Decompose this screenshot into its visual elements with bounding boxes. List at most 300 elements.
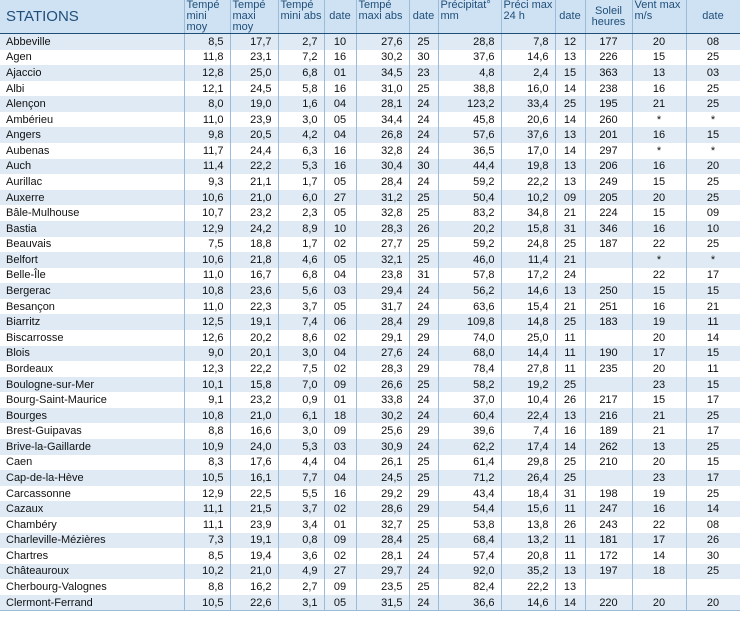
table-row [0,34,740,50]
precip-max-cell: 27,8 [501,361,555,377]
table-row [0,237,740,253]
precipitation-cell: 45,8 [438,112,501,128]
temp-max-abs-cell: 31,0 [356,81,409,97]
precipitation-cell: 68,0 [438,346,501,362]
precip-max-cell: 17,4 [501,439,555,455]
temp-max-abs-cell: 28,4 [356,533,409,549]
temp-max-avg-cell: 23,2 [230,205,278,221]
temp-max-abs-cell: 23,5 [356,579,409,595]
date-wind-cell: 25 [686,439,740,455]
sunshine-cell [585,330,632,346]
temp-min-abs-cell: 4,4 [278,455,324,471]
precip-max-cell: 16,0 [501,81,555,97]
temp-min-avg-cell: 11,0 [184,268,230,284]
temp-max-abs-cell: 30,9 [356,439,409,455]
temp-max-avg-cell: 24,2 [230,221,278,237]
precip-max-cell: 26,4 [501,470,555,486]
sunshine-cell: 346 [585,221,632,237]
date-min-cell: 02 [324,237,356,253]
date-precip-cell: 25 [555,96,585,112]
date-min-cell: 16 [324,50,356,66]
temp-max-abs-cell: 31,5 [356,595,409,611]
date-wind-cell: 10 [686,221,740,237]
temp-min-avg-cell: 10,5 [184,595,230,611]
temp-min-avg-cell: 8,8 [184,423,230,439]
temp-min-avg-cell: 8,5 [184,34,230,50]
sunshine-cell: 197 [585,564,632,580]
temp-max-abs-cell: 29,7 [356,564,409,580]
precip-max-cell: 10,4 [501,392,555,408]
temp-max-avg-cell: 19,1 [230,533,278,549]
temp-max-avg-cell: 21,0 [230,190,278,206]
temp-min-abs-cell: 6,0 [278,190,324,206]
wind-max-cell: 13 [632,65,686,81]
wind-max-cell: 18 [632,564,686,580]
header-temp-max-avg: Tempé maxi moy [230,0,278,34]
temp-min-avg-cell: 10,2 [184,564,230,580]
temp-max-avg-cell: 16,6 [230,423,278,439]
temp-min-abs-cell: 7,0 [278,377,324,393]
wind-max-cell: 13 [632,439,686,455]
temp-max-avg-cell: 24,4 [230,143,278,159]
date-min-cell: 27 [324,190,356,206]
date-wind-cell: 11 [686,314,740,330]
precipitation-cell: 20,2 [438,221,501,237]
date-max-cell: 24 [409,127,438,143]
temp-min-avg-cell: 10,5 [184,470,230,486]
sunshine-cell: 198 [585,486,632,502]
temp-min-avg-cell: 12,5 [184,314,230,330]
wind-max-cell: 22 [632,517,686,533]
date-min-cell: 04 [324,127,356,143]
date-precip-cell: 15 [555,65,585,81]
temp-min-abs-cell: 4,2 [278,127,324,143]
temp-max-abs-cell: 23,8 [356,268,409,284]
precipitation-cell: 37,0 [438,392,501,408]
date-max-cell: 24 [409,283,438,299]
date-min-cell: 04 [324,268,356,284]
sunshine-cell [585,252,632,268]
date-min-cell: 02 [324,548,356,564]
temp-max-abs-cell: 28,4 [356,174,409,190]
date-precip-cell: 13 [555,408,585,424]
table-row [0,533,740,549]
date-max-cell: 25 [409,34,438,50]
precipitation-cell: 92,0 [438,564,501,580]
precipitation-cell: 60,4 [438,408,501,424]
precipitation-cell: 37,6 [438,50,501,66]
sunshine-cell: 181 [585,533,632,549]
date-max-cell: 29 [409,314,438,330]
temp-max-abs-cell: 30,4 [356,159,409,175]
table-row [0,548,740,564]
date-min-cell: 05 [324,299,356,315]
temp-max-abs-cell: 32,1 [356,252,409,268]
temp-min-avg-cell: 9,3 [184,174,230,190]
date-wind-cell: 03 [686,65,740,81]
temp-max-abs-cell: 32,7 [356,517,409,533]
temp-max-avg-cell: 23,1 [230,50,278,66]
table-body [0,34,740,611]
date-precip-cell: 11 [555,330,585,346]
date-min-cell: 01 [324,517,356,533]
precip-max-cell: 14,6 [501,595,555,611]
temp-min-avg-cell: 9,1 [184,392,230,408]
sunshine-cell: 195 [585,96,632,112]
temp-max-abs-cell: 26,1 [356,455,409,471]
temp-max-avg-cell: 24,5 [230,81,278,97]
temp-min-abs-cell: 5,6 [278,283,324,299]
date-precip-cell: 21 [555,252,585,268]
table-row [0,392,740,408]
sunshine-cell: 217 [585,392,632,408]
station-name-cell: Brive-la-Gaillarde [0,439,184,455]
date-wind-cell: 17 [686,392,740,408]
station-name-cell: Bastia [0,221,184,237]
date-max-cell: 29 [409,423,438,439]
temp-min-abs-cell: 6,3 [278,143,324,159]
date-precip-cell: 13 [555,579,585,595]
date-max-cell: 25 [409,517,438,533]
date-precip-cell: 25 [555,455,585,471]
temp-min-abs-cell: 2,7 [278,579,324,595]
date-max-cell: 24 [409,408,438,424]
date-precip-cell: 11 [555,548,585,564]
date-precip-cell: 09 [555,190,585,206]
temp-min-avg-cell: 11,1 [184,517,230,533]
date-precip-cell: 12 [555,34,585,50]
temp-max-avg-cell: 20,1 [230,346,278,362]
precip-max-cell: 22,2 [501,579,555,595]
temp-max-abs-cell: 32,8 [356,143,409,159]
temp-max-abs-cell: 32,8 [356,205,409,221]
sunshine-cell: 251 [585,299,632,315]
precipitation-cell: 61,4 [438,455,501,471]
sunshine-cell: 250 [585,283,632,299]
temp-max-avg-cell: 20,2 [230,330,278,346]
station-name-cell: Cherbourg-Valognes [0,579,184,595]
date-wind-cell: 15 [686,127,740,143]
temp-min-abs-cell: 1,6 [278,96,324,112]
date-wind-cell: 15 [686,346,740,362]
sunshine-cell: 183 [585,314,632,330]
date-precip-cell: 13 [555,127,585,143]
station-name-cell: Ajaccio [0,65,184,81]
temp-min-avg-cell: 12,1 [184,81,230,97]
date-min-cell: 04 [324,346,356,362]
station-name-cell: Agen [0,50,184,66]
date-wind-cell: 25 [686,81,740,97]
precipitation-cell: 82,4 [438,579,501,595]
sunshine-cell: 206 [585,159,632,175]
date-min-cell: 02 [324,330,356,346]
wind-max-cell: 16 [632,221,686,237]
temp-min-abs-cell: 8,9 [278,221,324,237]
sunshine-cell: 238 [585,81,632,97]
temp-max-abs-cell: 28,3 [356,221,409,237]
wind-max-cell: 20 [632,330,686,346]
sunshine-cell: 260 [585,112,632,128]
date-max-cell: 25 [409,237,438,253]
temp-min-avg-cell: 10,1 [184,377,230,393]
date-wind-cell: 25 [686,174,740,190]
sunshine-cell: 235 [585,361,632,377]
date-min-cell: 18 [324,408,356,424]
date-min-cell: 05 [324,205,356,221]
temp-min-avg-cell: 10,8 [184,408,230,424]
date-wind-cell: 26 [686,533,740,549]
temp-min-avg-cell: 10,8 [184,283,230,299]
date-max-cell: 24 [409,174,438,190]
table-row [0,143,740,159]
date-max-cell: 24 [409,595,438,611]
sunshine-cell: 224 [585,205,632,221]
header-temp-min-avg: Tempé mini moy [184,0,230,34]
temp-min-avg-cell: 12,8 [184,65,230,81]
wind-max-cell: 19 [632,314,686,330]
header-temp-max-abs: Tempé maxi abs [356,0,409,34]
date-min-cell: 27 [324,564,356,580]
header-precip-max: Préci max 24 h [501,0,555,34]
precip-max-cell: 10,2 [501,190,555,206]
table-row [0,65,740,81]
wind-max-cell: 16 [632,501,686,517]
temp-min-abs-cell: 3,7 [278,501,324,517]
wind-max-cell: 21 [632,423,686,439]
station-name-cell: Auxerre [0,190,184,206]
header-date-precip: date [555,0,585,34]
precip-max-cell: 20,8 [501,548,555,564]
temp-min-abs-cell: 3,4 [278,517,324,533]
temp-max-avg-cell: 19,4 [230,548,278,564]
precip-max-cell: 22,2 [501,174,555,190]
date-max-cell: 29 [409,330,438,346]
temp-max-avg-cell: 19,0 [230,96,278,112]
station-name-cell: Albi [0,81,184,97]
date-wind-cell: 14 [686,330,740,346]
station-name-cell: Charleville-Mézières [0,533,184,549]
temp-max-abs-cell: 26,8 [356,127,409,143]
temp-min-abs-cell: 4,6 [278,252,324,268]
station-name-cell: Besançon [0,299,184,315]
table-row [0,330,740,346]
precipitation-cell: 28,8 [438,34,501,50]
wind-max-cell: 20 [632,595,686,611]
wind-max-cell: 16 [632,81,686,97]
date-max-cell: 24 [409,143,438,159]
date-max-cell: 25 [409,533,438,549]
date-precip-cell: 14 [555,112,585,128]
date-min-cell: 05 [324,595,356,611]
station-name-cell: Belfort [0,252,184,268]
temp-min-abs-cell: 0,9 [278,392,324,408]
table-row [0,423,740,439]
precip-max-cell: 24,8 [501,237,555,253]
date-min-cell: 05 [324,252,356,268]
temp-min-avg-cell: 8,8 [184,579,230,595]
table-row [0,564,740,580]
sunshine-cell: 363 [585,65,632,81]
precip-max-cell: 7,8 [501,34,555,50]
station-name-cell: Belle-Île [0,268,184,284]
date-precip-cell: 11 [555,501,585,517]
sunshine-cell: 172 [585,548,632,564]
date-precip-cell: 31 [555,221,585,237]
temp-max-abs-cell: 25,6 [356,423,409,439]
wind-max-cell: 20 [632,34,686,50]
wind-max-cell: 16 [632,159,686,175]
temp-min-avg-cell: 12,6 [184,330,230,346]
wind-max-cell: 17 [632,533,686,549]
date-wind-cell: 17 [686,268,740,284]
sunshine-cell: 189 [585,423,632,439]
precipitation-cell: 74,0 [438,330,501,346]
precip-max-cell: 35,2 [501,564,555,580]
temp-max-avg-cell: 23,2 [230,392,278,408]
sunshine-cell [585,377,632,393]
temp-max-abs-cell: 29,1 [356,330,409,346]
temp-min-abs-cell: 0,8 [278,533,324,549]
temp-min-abs-cell: 3,0 [278,112,324,128]
sunshine-cell: 247 [585,501,632,517]
date-precip-cell: 14 [555,595,585,611]
temp-min-abs-cell: 2,3 [278,205,324,221]
station-name-cell: Bordeaux [0,361,184,377]
table-row [0,408,740,424]
table-row [0,517,740,533]
station-name-cell: Blois [0,346,184,362]
temp-max-avg-cell: 23,9 [230,112,278,128]
station-name-cell: Abbeville [0,34,184,50]
wind-max-cell: * [632,143,686,159]
date-min-cell: 16 [324,81,356,97]
temp-max-abs-cell: 28,6 [356,501,409,517]
date-precip-cell: 11 [555,361,585,377]
temp-max-abs-cell: 29,4 [356,283,409,299]
wind-max-cell: 22 [632,268,686,284]
precip-max-cell: 7,4 [501,423,555,439]
date-min-cell: 05 [324,112,356,128]
precipitation-cell: 56,2 [438,283,501,299]
station-name-cell: Alençon [0,96,184,112]
temp-min-avg-cell: 12,3 [184,361,230,377]
precip-max-cell: 33,4 [501,96,555,112]
date-wind-cell: 11 [686,361,740,377]
date-min-cell: 16 [324,486,356,502]
temp-min-avg-cell: 10,9 [184,439,230,455]
precipitation-cell: 59,2 [438,237,501,253]
precip-max-cell: 34,8 [501,205,555,221]
temp-min-abs-cell: 6,1 [278,408,324,424]
precipitation-cell: 83,2 [438,205,501,221]
date-min-cell: 09 [324,377,356,393]
precip-max-cell: 17,0 [501,143,555,159]
date-precip-cell: 25 [555,314,585,330]
date-max-cell: 25 [409,252,438,268]
date-wind-cell: * [686,143,740,159]
date-precip-cell: 25 [555,470,585,486]
temp-max-abs-cell: 26,6 [356,377,409,393]
wind-max-cell: 20 [632,455,686,471]
date-wind-cell: 30 [686,548,740,564]
wind-max-cell: 21 [632,408,686,424]
date-precip-cell: 26 [555,392,585,408]
temp-min-abs-cell: 7,2 [278,50,324,66]
header-precipitation: Précipitat° mm [438,0,501,34]
date-min-cell: 03 [324,439,356,455]
table-row [0,299,740,315]
temp-max-avg-cell: 16,2 [230,579,278,595]
temp-max-avg-cell: 21,8 [230,252,278,268]
date-max-cell: 29 [409,361,438,377]
date-max-cell: 29 [409,486,438,502]
precip-max-cell: 15,8 [501,221,555,237]
temp-min-avg-cell: 11,0 [184,112,230,128]
temp-min-abs-cell: 1,7 [278,174,324,190]
temp-min-avg-cell: 12,9 [184,486,230,502]
date-max-cell: 30 [409,159,438,175]
date-max-cell: 24 [409,346,438,362]
date-min-cell: 05 [324,174,356,190]
temp-max-avg-cell: 21,1 [230,174,278,190]
date-min-cell: 02 [324,361,356,377]
table-row [0,439,740,455]
temp-max-abs-cell: 28,1 [356,96,409,112]
table-row [0,361,740,377]
temp-min-avg-cell: 12,9 [184,221,230,237]
date-min-cell: 09 [324,579,356,595]
wind-max-cell: 15 [632,174,686,190]
precip-max-cell: 11,4 [501,252,555,268]
precip-max-cell: 15,4 [501,299,555,315]
date-precip-cell: 13 [555,159,585,175]
date-min-cell: 09 [324,533,356,549]
temp-max-avg-cell: 22,5 [230,486,278,502]
date-min-cell: 10 [324,221,356,237]
precipitation-cell: 36,5 [438,143,501,159]
wind-max-cell: 20 [632,361,686,377]
sunshine-cell [585,268,632,284]
date-max-cell: 25 [409,470,438,486]
wind-max-cell: 15 [632,50,686,66]
date-max-cell: 31 [409,268,438,284]
temp-min-abs-cell: 5,8 [278,81,324,97]
precip-max-cell: 17,2 [501,268,555,284]
station-name-cell: Ambérieu [0,112,184,128]
date-wind-cell: 25 [686,237,740,253]
temp-max-abs-cell: 27,6 [356,34,409,50]
table-row [0,283,740,299]
header-date-wind: date [686,0,740,34]
date-max-cell: 25 [409,455,438,471]
temp-max-avg-cell: 24,0 [230,439,278,455]
date-wind-cell: 25 [686,486,740,502]
sunshine-cell: 243 [585,517,632,533]
temp-max-abs-cell: 29,2 [356,486,409,502]
precip-max-cell: 22,4 [501,408,555,424]
table-row [0,314,740,330]
precip-max-cell: 14,4 [501,346,555,362]
date-max-cell: 25 [409,579,438,595]
precipitation-cell: 39,6 [438,423,501,439]
temp-min-abs-cell: 6,8 [278,268,324,284]
station-name-cell: Chartres [0,548,184,564]
temp-min-avg-cell: 10,6 [184,190,230,206]
temp-max-abs-cell: 27,6 [356,346,409,362]
temp-max-avg-cell: 16,1 [230,470,278,486]
sunshine-cell: 220 [585,595,632,611]
precipitation-cell: 71,2 [438,470,501,486]
